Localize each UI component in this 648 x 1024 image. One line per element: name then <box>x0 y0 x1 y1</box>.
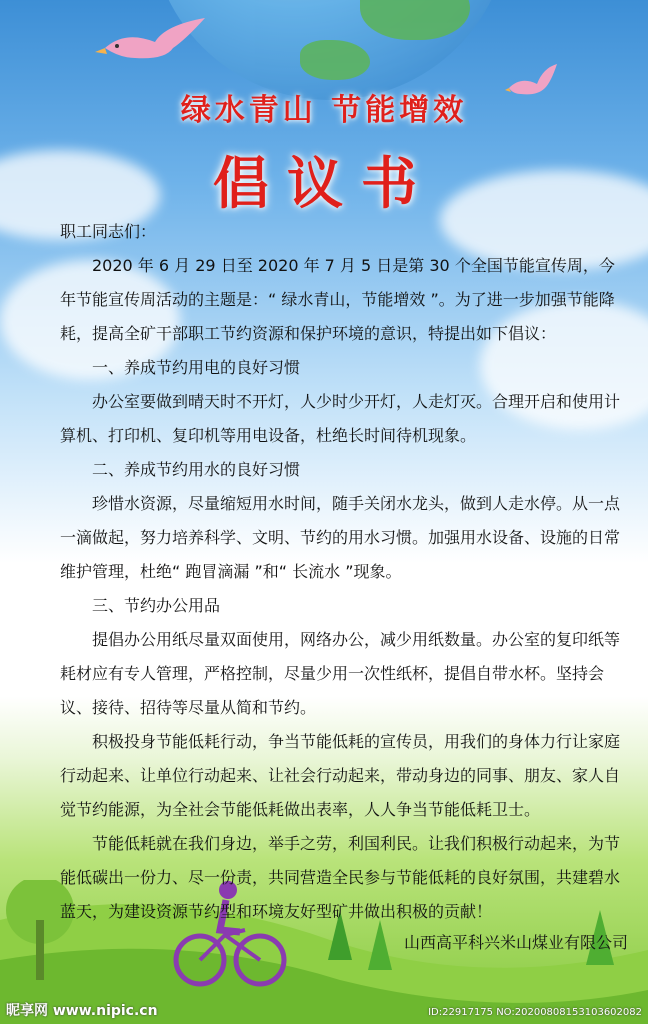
section-3-title: 三、节约办公用品 <box>92 596 221 615</box>
greeting: 职工同志们： <box>60 222 157 241</box>
section-2-title: 二、养成节约用水的良好习惯 <box>92 460 301 479</box>
signature: 山西高平科兴米山煤业有限公司 <box>403 933 628 952</box>
pink-bird-icon <box>95 10 245 70</box>
section-1-title: 一、养成节约用电的良好习惯 <box>92 358 301 377</box>
paragraph-4: 积极投身节能低耗行动，争当节能低耗的宣传员，用我们的身体力行让家庭行动起来、让单位行动起来、让社会行动起来，带动身边的同事、朋友、家人自觉节约能源，为全社会节能低耗做出表率，人人争当节能低耗卫士。 <box>60 732 621 819</box>
poster-title: 绿水青山 节能增效 <box>180 93 468 128</box>
watermark-id: ID:22917175 NO:20200808153103602082 <box>428 1007 642 1018</box>
poster-heading: 倡议书 <box>213 152 435 217</box>
section-1-text: 办公室要做到晴天时不开灯，人少时少开灯，人走灯灭。合理开启和使用计算机、打印机、复印机等用电设备，杜绝长时间待机现象。 <box>60 392 621 445</box>
section-3-text: 提倡办公用纸尽量双面使用，网络办公，减少用纸数量。办公室的复印纸等耗材应有专人管理，严格控制，尽量少用一次性纸杯，提倡自带水杯。坚持会议、接待、招待等尽量从简和节约。 <box>60 630 621 717</box>
letter-body <box>60 215 630 929</box>
intro-paragraph: 2020 年 6 月 29 日至 2020 年 7 月 5 日是第 30 个全国节能宣传周，今年节能宣传周活动的主题是：“ 绿水青山，节能增效 ”。为了进一步加强节能降耗，提高全矿干部职工节约资源和保护环境的意识，特提出如下倡议： <box>60 256 615 343</box>
section-2-text: 珍惜水资源，尽量缩短用水时间，随手关闭水龙头，做到人走水停。从一点一滴做起，努力培养科学、文明、节约的用水习惯。加强用水设备、设施的日常维护管理，杜绝“ 跑冒滴漏 ”和“ 长流水 ”现象。 <box>60 494 621 581</box>
watermark-logo: 昵享网 www.nipic.cn <box>6 1003 158 1019</box>
paragraph-5: 节能低耗就在我们身边，举手之劳，利国利民。让我们积极行动起来，为节能低碳出一份力、尽一份责，共同营造全民参与节能低耗的良好氛围，共建碧水蓝天，为建设资源节约型和环境友好型矿井做出积极的贡献！ <box>60 834 621 921</box>
